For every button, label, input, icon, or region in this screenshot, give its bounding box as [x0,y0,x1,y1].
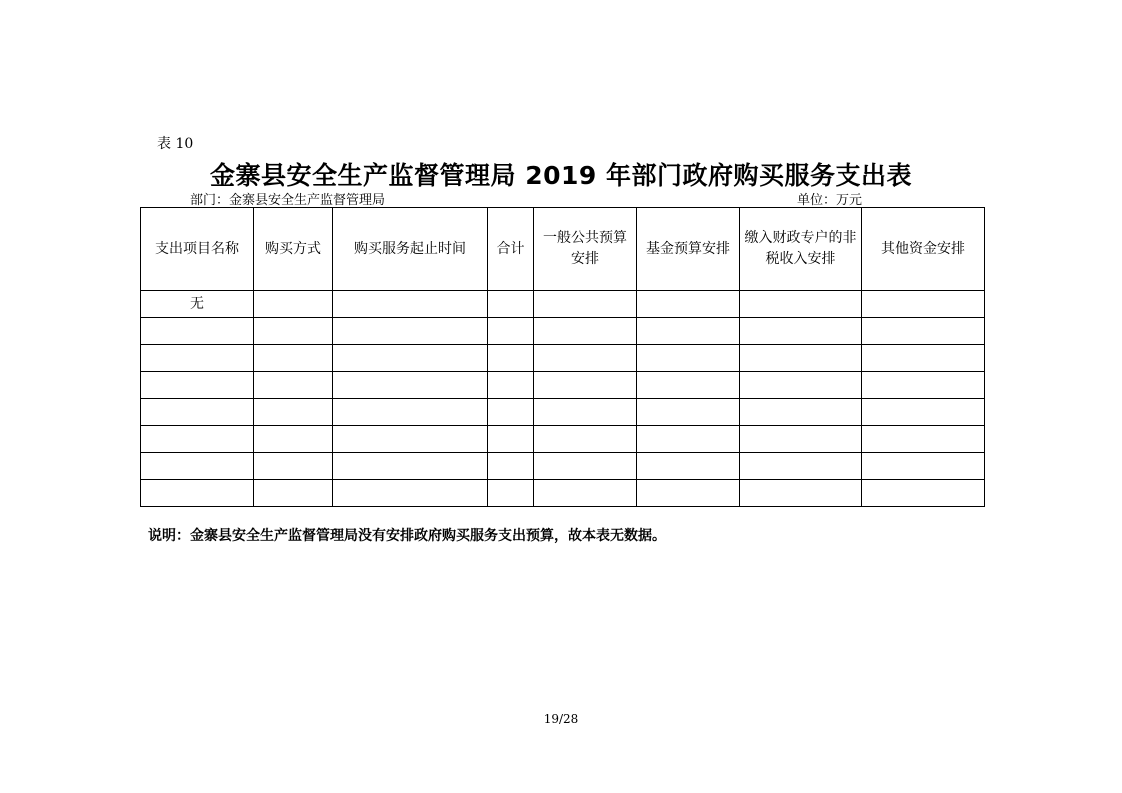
table-cell [534,318,637,345]
table-cell [488,318,534,345]
header-cell: 缴入财政专户的非税收入安排 [740,208,862,291]
table-row [141,345,985,372]
table-cell [862,399,985,426]
table-cell [637,480,740,507]
table-cell [488,372,534,399]
table-cell [740,480,862,507]
table-cell [254,291,333,318]
table-cell [534,453,637,480]
table-row [141,291,985,318]
table-cell [333,318,488,345]
table-cell [254,480,333,507]
table-body [141,291,985,507]
table-cell [488,399,534,426]
table-cell [333,426,488,453]
table-cell [862,480,985,507]
table-cell [141,480,254,507]
table-cell [141,372,254,399]
table-cell [333,480,488,507]
table-cell [637,453,740,480]
table-cell [254,399,333,426]
table-cell [740,453,862,480]
table-row [141,372,985,399]
table-cell [637,426,740,453]
table-cell [141,318,254,345]
table-row [141,399,985,426]
table-cell [488,426,534,453]
table-cell [862,345,985,372]
table-row [141,453,985,480]
table-cell [254,345,333,372]
table-cell [534,426,637,453]
table-cell [254,426,333,453]
header-cell: 购买方式 [254,208,333,291]
table-cell [333,345,488,372]
table-cell [534,291,637,318]
table-cell [740,291,862,318]
table-cell [862,453,985,480]
table-cell [862,372,985,399]
header-cell: 支出项目名称 [141,208,254,291]
table-cell [862,291,985,318]
table-cell [740,372,862,399]
table-cell [637,291,740,318]
table-cell [740,318,862,345]
table-cell [254,318,333,345]
page-number: 19/28 [543,712,579,726]
table-row [141,480,985,507]
table-cell [488,480,534,507]
table-cell [740,399,862,426]
table-cell [637,318,740,345]
header-cell: 基金预算安排 [637,208,740,291]
table-cell [637,399,740,426]
table-cell: 无 [141,291,254,318]
department-label: 部门：金寨县安全生产监督管理局 [190,193,386,208]
table-cell [740,345,862,372]
table-cell [333,291,488,318]
table-cell [141,426,254,453]
table-cell [333,372,488,399]
table-cell [141,345,254,372]
table-label: 表 10 [157,136,194,152]
header-cell: 购买服务起止时间 [333,208,488,291]
table-row [141,426,985,453]
expenditure-table [140,207,985,507]
table-cell [637,372,740,399]
table-cell [534,399,637,426]
table-cell [254,453,333,480]
table-cell [534,480,637,507]
table-cell [862,318,985,345]
table-cell [740,426,862,453]
table-cell [141,453,254,480]
header-cell: 一般公共预算安排 [534,208,637,291]
note-text: 说明：金寨县安全生产监督管理局没有安排政府购买服务支出预算，故本表无数据。 [148,528,666,544]
unit-label: 单位：万元 [797,193,863,208]
table-cell [637,345,740,372]
table-cell [333,453,488,480]
table-cell [488,291,534,318]
table-cell [488,345,534,372]
table-header-row [141,208,985,291]
table-cell [141,399,254,426]
header-cell: 其他资金安排 [862,208,985,291]
table-cell [254,372,333,399]
header-cell: 合计 [488,208,534,291]
table-row [141,318,985,345]
page-title: 金寨县安全生产监督管理局 2019 年部门政府购买服务支出表 [210,161,912,190]
table-cell [534,372,637,399]
table-cell [488,453,534,480]
table-cell [862,426,985,453]
table-cell [534,345,637,372]
table-cell [333,399,488,426]
